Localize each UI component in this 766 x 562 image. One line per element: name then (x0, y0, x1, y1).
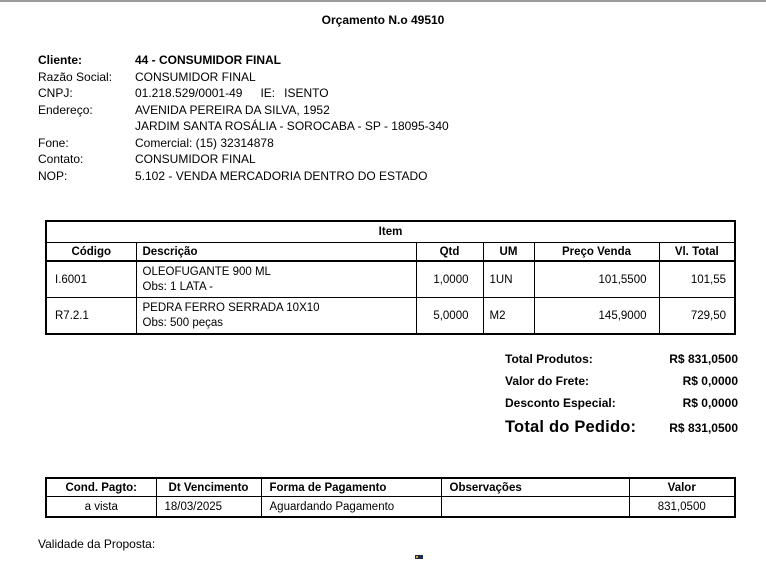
col-header-dt-vencimento: Dt Vencimento (156, 478, 261, 497)
descricao-line1: OLEOFUGANTE 900 ML (142, 265, 271, 278)
valor-frete-row (505, 374, 738, 396)
cell-codigo: R7.2.1 (46, 298, 136, 335)
contato-value: CONSUMIDOR FINAL (135, 152, 256, 166)
cell-descricao (136, 261, 416, 298)
nop-value: 5.102 - VENDA MERCADORIA DENTRO DO ESTADO (135, 168, 428, 183)
item-table (45, 220, 736, 335)
descricao-line2: Obs: 1 LATA - (142, 280, 214, 293)
total-produtos-label: Total Produtos: (505, 352, 593, 366)
col-header-descricao: Descrição (136, 243, 416, 262)
cell-preco: 101,5500 (534, 261, 659, 298)
total-pedido-label: Total do Pedido: (505, 418, 637, 436)
cell-total: 101,55 (659, 261, 735, 298)
total-pedido-row (505, 418, 738, 444)
page-title: Orçamento N.o 49510 (321, 13, 445, 27)
payment-table-header-row (46, 478, 735, 497)
cell-forma-pagamento: Aguardando Pagamento (261, 497, 441, 518)
client-row-nop (38, 168, 449, 185)
window-top-edge (0, 0, 766, 2)
total-pedido-value: R$ 831,0500 (669, 421, 738, 435)
cliente-value: 44 - CONSUMIDOR FINAL (135, 53, 282, 67)
cell-qtd: 5,0000 (416, 298, 483, 335)
col-header-valor: Valor (629, 478, 735, 497)
cell-cond-pagto: a vista (46, 497, 156, 518)
artifact-dot (416, 556, 418, 558)
cell-um: 1UN (483, 261, 534, 298)
client-row-cliente (38, 52, 449, 69)
payment-table (45, 477, 736, 518)
cutoff-page-artifact (415, 555, 423, 559)
endereco-label: Endereço: (38, 102, 93, 117)
cell-valor: 831,0500 (629, 497, 735, 518)
table-row (46, 261, 735, 298)
item-table-title: Item (46, 221, 735, 243)
desconto-especial-label: Desconto Especial: (505, 396, 616, 410)
cell-um: M2 (483, 298, 534, 335)
col-header-qtd: Qtd (416, 243, 483, 262)
table-row (46, 298, 735, 335)
col-header-cond-pagto: Cond. Pagto: (46, 478, 156, 497)
item-table-title-row (46, 221, 735, 243)
client-row-contato (38, 151, 449, 168)
valor-frete-label: Valor do Frete: (505, 374, 590, 388)
client-row-razao (38, 69, 449, 86)
client-row-fone (38, 135, 449, 152)
item-table-header-row (46, 243, 735, 262)
ie-value: ISENTO (284, 86, 329, 100)
total-produtos-row (505, 352, 738, 374)
col-header-um: UM (483, 243, 534, 262)
cell-dt-vencimento: 18/03/2025 (156, 497, 261, 518)
col-header-total: Vl. Total (659, 243, 735, 262)
descricao-line1: PEDRA FERRO SERRADA 10X10 (142, 301, 320, 314)
cell-descricao (136, 298, 416, 335)
cell-total: 729,50 (659, 298, 735, 335)
razao-value: CONSUMIDOR FINAL (135, 69, 256, 84)
desconto-especial-value: R$ 0,0000 (682, 396, 738, 410)
endereco-line1: AVENIDA PEREIRA DA SILVA, 1952 (135, 102, 330, 117)
col-header-observacoes: Observações (441, 478, 629, 497)
col-header-codigo: Código (46, 243, 136, 262)
fone-label: Fone: (38, 135, 69, 150)
validade-proposta-label: Validade da Proposta: (38, 537, 156, 551)
cliente-label: Cliente: (38, 53, 83, 67)
client-row-endereco (38, 102, 449, 135)
client-info-block (38, 52, 449, 184)
table-row (46, 497, 735, 518)
client-row-cnpj (38, 85, 449, 102)
fone-value: Comercial: (15) 32314878 (135, 135, 274, 150)
cnpj-value: 01.218.529/0001-49 (135, 86, 243, 100)
col-header-preco: Preço Venda (534, 243, 659, 262)
desconto-especial-row (505, 396, 738, 418)
total-produtos-value: R$ 831,0500 (669, 352, 738, 366)
cell-preco: 145,9000 (534, 298, 659, 335)
nop-label: NOP: (38, 168, 68, 183)
valor-frete-value: R$ 0,0000 (682, 374, 738, 388)
endereco-lines (135, 102, 449, 135)
ie-label: IE: (260, 86, 276, 100)
cell-observacoes (441, 497, 629, 518)
totals-block (505, 352, 738, 444)
razao-label: Razão Social: (38, 69, 113, 84)
col-header-forma-pagamento: Forma de Pagamento (261, 478, 441, 497)
contato-label: Contato: (38, 152, 84, 166)
cnpj-label: CNPJ: (38, 86, 73, 100)
cell-codigo: I.6001 (46, 261, 136, 298)
endereco-line2: JARDIM SANTA ROSÁLIA - SOROCABA - SP - 18095-340 (135, 119, 449, 133)
descricao-line2: Obs: 500 peças (142, 316, 224, 329)
cell-qtd: 1,0000 (416, 261, 483, 298)
